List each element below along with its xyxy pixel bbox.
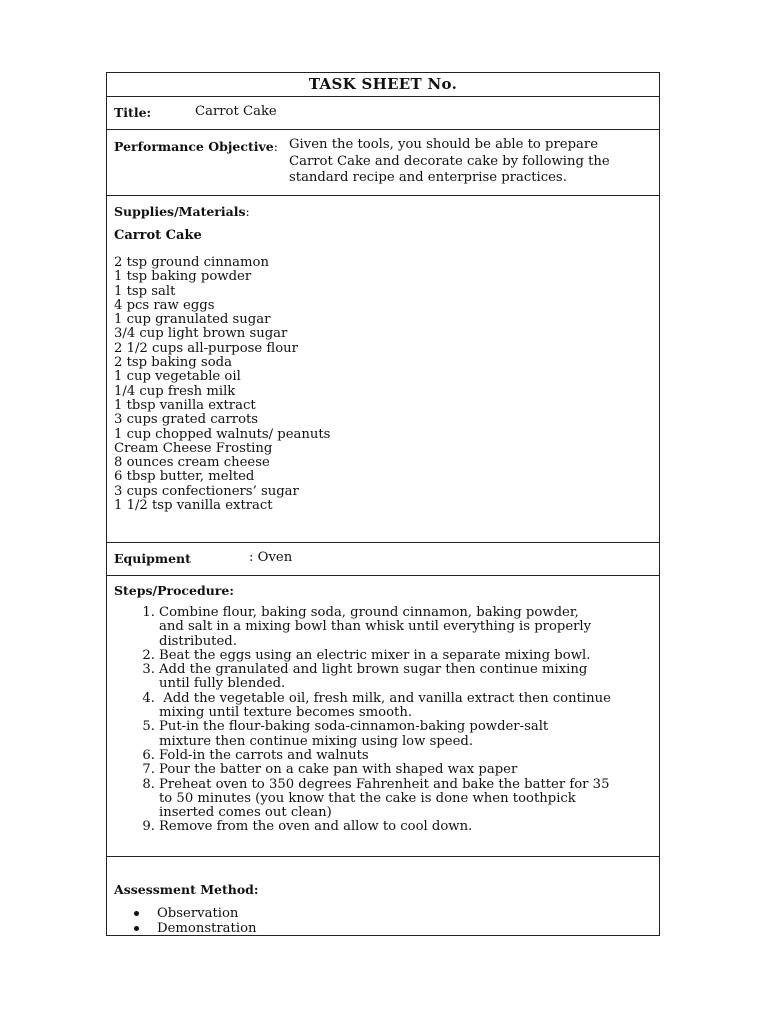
step-text: Add the vegetable oil, fresh milk, and vanilla extract then continue bbox=[159, 690, 611, 706]
ingredient-item: 1 tsp salt bbox=[114, 283, 176, 299]
ingredient-item: 2 tsp baking soda bbox=[114, 355, 232, 371]
assessment-item bbox=[157, 906, 257, 921]
step-text: until fully blended. bbox=[159, 676, 286, 692]
step-number: 7. bbox=[142, 762, 155, 778]
assessment-list bbox=[157, 906, 257, 936]
step-item bbox=[142, 819, 611, 835]
step-number: 8. bbox=[142, 776, 155, 792]
supplies-label: Supplies/Materials: bbox=[114, 204, 250, 219]
ingredient-item: 1 cup vegetable oil bbox=[114, 369, 241, 385]
step-number: 9. bbox=[142, 819, 155, 835]
objective-line: Carrot Cake and decorate cake by following the bbox=[289, 153, 610, 169]
title-row bbox=[107, 97, 659, 130]
ingredient-item: Cream Cheese Frosting bbox=[114, 440, 273, 456]
step-text: Add the granulated and light brown sugar then continue mixing bbox=[159, 662, 588, 678]
step-line bbox=[159, 792, 611, 806]
step-item bbox=[142, 662, 611, 678]
task-sheet-title: TASK SHEET No. bbox=[308, 75, 458, 93]
step-number: 5. bbox=[142, 719, 155, 735]
ingredient-item: 1 1/2 tsp vanilla extract bbox=[114, 498, 273, 514]
ingredient-item: 1 tbsp vanilla extract bbox=[114, 397, 256, 413]
step-text: Pour the batter on a cake pan with shaped wax paper bbox=[159, 762, 518, 778]
steps-label: Steps/Procedure: bbox=[114, 583, 234, 598]
step-text: to 50 minutes (you know that the cake is done when toothpick bbox=[159, 790, 576, 806]
step-number: 4. bbox=[142, 690, 155, 706]
ingredient-item: 4 pcs raw eggs bbox=[114, 297, 215, 313]
step-number: 3. bbox=[142, 662, 155, 678]
equipment-label: Equipment bbox=[114, 551, 191, 566]
step-text: Put-in the flour-baking soda-cinnamon-baking powder-salt bbox=[159, 719, 549, 735]
header-row bbox=[107, 73, 659, 97]
supplies-row bbox=[107, 196, 659, 543]
ingredient-item: 1/4 cup fresh milk bbox=[114, 383, 236, 399]
supplies-subheading: Carrot Cake bbox=[114, 228, 202, 243]
ingredient-item: 8 ounces cream cheese bbox=[114, 455, 270, 471]
objective-line: standard recipe and enterprise practices. bbox=[289, 170, 567, 185]
step-line bbox=[159, 620, 611, 634]
step-text: Beat the eggs using an electric mixer in a separate mixing bowl. bbox=[159, 647, 591, 663]
assessment-row bbox=[107, 857, 659, 937]
objective-line: Given the tools, you should be able to prepare bbox=[289, 137, 598, 152]
steps-list bbox=[142, 605, 611, 835]
ingredient-item: 3/4 cup light brown sugar bbox=[114, 326, 288, 342]
step-line bbox=[159, 706, 611, 720]
step-text: inserted comes out clean) bbox=[159, 805, 332, 821]
step-item bbox=[142, 776, 611, 792]
assessment-label: Assessment Method: bbox=[114, 882, 259, 897]
ingredient-list bbox=[114, 256, 330, 513]
ingredient-item: 2 tsp ground cinnamon bbox=[114, 255, 269, 270]
step-line bbox=[159, 635, 611, 649]
step-text: and salt in a mixing bowl than whisk until everything is properly bbox=[159, 619, 592, 635]
performance-objective-row bbox=[107, 130, 659, 196]
assessment-item bbox=[157, 921, 257, 936]
ingredient-item: 1 cup chopped walnuts/ peanuts bbox=[114, 426, 331, 442]
title-value: Carrot Cake bbox=[195, 104, 277, 119]
assessment-text: Demonstration bbox=[157, 921, 257, 936]
task-sheet bbox=[106, 72, 660, 936]
performance-objective-label: Performance Objective: bbox=[114, 139, 278, 154]
equipment-row bbox=[107, 543, 659, 576]
step-number: 1. bbox=[142, 605, 155, 620]
step-text: Remove from the oven and allow to cool down. bbox=[159, 819, 473, 835]
step-item bbox=[142, 762, 611, 778]
assessment-text: Observation bbox=[157, 906, 239, 921]
ingredient-item: 3 cups grated carrots bbox=[114, 412, 259, 428]
step-item bbox=[142, 647, 611, 663]
ingredient-item: 3 cups confectioners’ sugar bbox=[114, 483, 299, 499]
step-text: Fold-in the carrots and walnuts bbox=[159, 747, 369, 763]
step-item bbox=[142, 747, 611, 763]
title-label: Title: bbox=[114, 105, 152, 120]
steps-row bbox=[107, 576, 659, 857]
step-text: mixing until texture becomes smooth. bbox=[159, 705, 413, 721]
step-line bbox=[159, 806, 611, 820]
step-line bbox=[159, 735, 611, 749]
step-item bbox=[142, 690, 611, 706]
step-text: distributed. bbox=[159, 633, 237, 649]
ingredient-item: 1 tsp baking powder bbox=[114, 269, 252, 285]
ingredient-item: 2 1/2 cups all-purpose flour bbox=[114, 340, 298, 356]
bullet-icon bbox=[134, 911, 139, 916]
step-number: 6. bbox=[142, 747, 155, 763]
step-text: Combine flour, baking soda, ground cinnamon, baking powder, bbox=[159, 605, 579, 620]
step-text: mixture then continue mixing using low speed. bbox=[159, 733, 474, 749]
bullet-icon bbox=[134, 926, 139, 931]
step-item bbox=[142, 719, 611, 735]
ingredient-item: 1 cup granulated sugar bbox=[114, 312, 271, 328]
step-item bbox=[142, 605, 611, 620]
equipment-value: : Oven bbox=[249, 550, 293, 565]
step-line bbox=[159, 677, 611, 691]
step-text: Preheat oven to 350 degrees Fahrenheit and bake the batter for 35 bbox=[159, 776, 610, 792]
ingredient-item: 6 tbsp butter, melted bbox=[114, 469, 255, 485]
step-number: 2. bbox=[142, 647, 155, 663]
performance-objective-text bbox=[289, 137, 610, 187]
